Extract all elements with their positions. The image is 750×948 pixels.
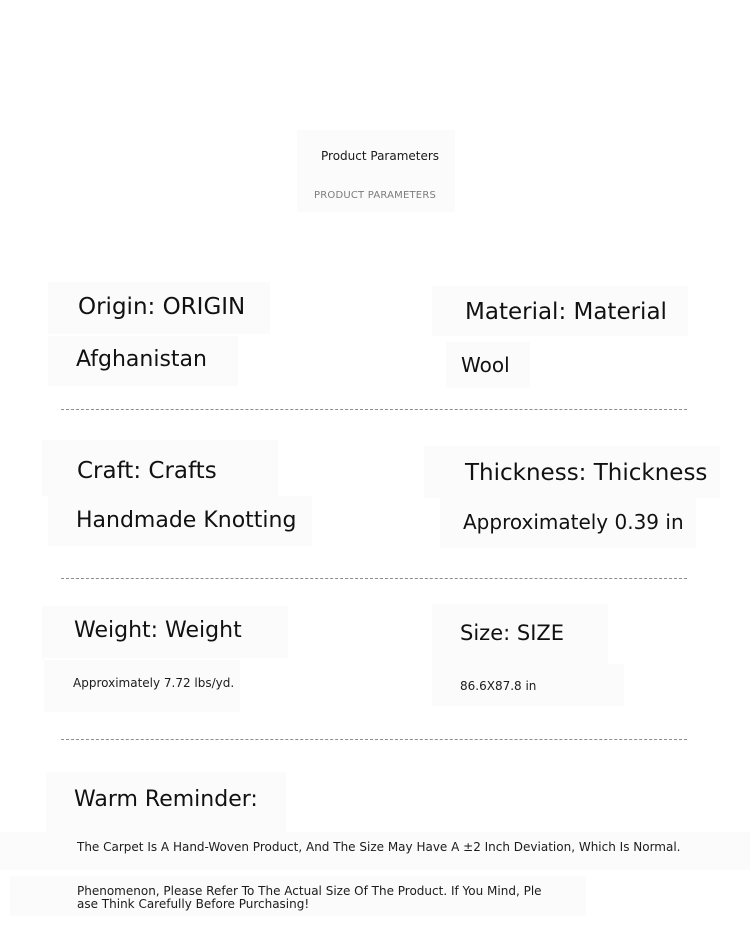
thickness-value: Approximately 0.39 in (463, 510, 684, 534)
reminder-line-2a: Phenomenon, Please Refer To The Actual Size Of The Product. If You Mind, Ple (77, 884, 542, 898)
row-divider-3 (61, 739, 687, 740)
size-label: Size: SIZE (460, 621, 565, 645)
weight-label: Weight: Weight (74, 618, 242, 643)
origin-label: Origin: ORIGIN (78, 294, 246, 320)
row-divider-2 (61, 578, 687, 579)
material-value: Wool (461, 353, 510, 377)
reminder-heading: Warm Reminder: (74, 787, 258, 812)
origin-value: Afghanistan (76, 347, 207, 372)
page-title: Product Parameters (321, 149, 440, 163)
craft-value: Handmade Knotting (76, 508, 297, 533)
size-value: 86.6X87.8 in (460, 679, 537, 693)
weight-value: Approximately 7.72 lbs/yd. (73, 676, 235, 690)
material-label: Material: Material (465, 299, 667, 325)
reminder-line-1: The Carpet Is A Hand-Woven Product, And The Size May Have A ±2 Inch Deviation, Which Is Normal. (77, 840, 681, 854)
thickness-label: Thickness: Thickness (465, 460, 708, 486)
page-subtitle: PRODUCT PARAMETERS (314, 190, 437, 201)
craft-label: Craft: Crafts (77, 458, 217, 484)
reminder-line-2b: ase Think Carefully Before Purchasing! (77, 897, 310, 911)
row-divider-1 (61, 409, 687, 410)
